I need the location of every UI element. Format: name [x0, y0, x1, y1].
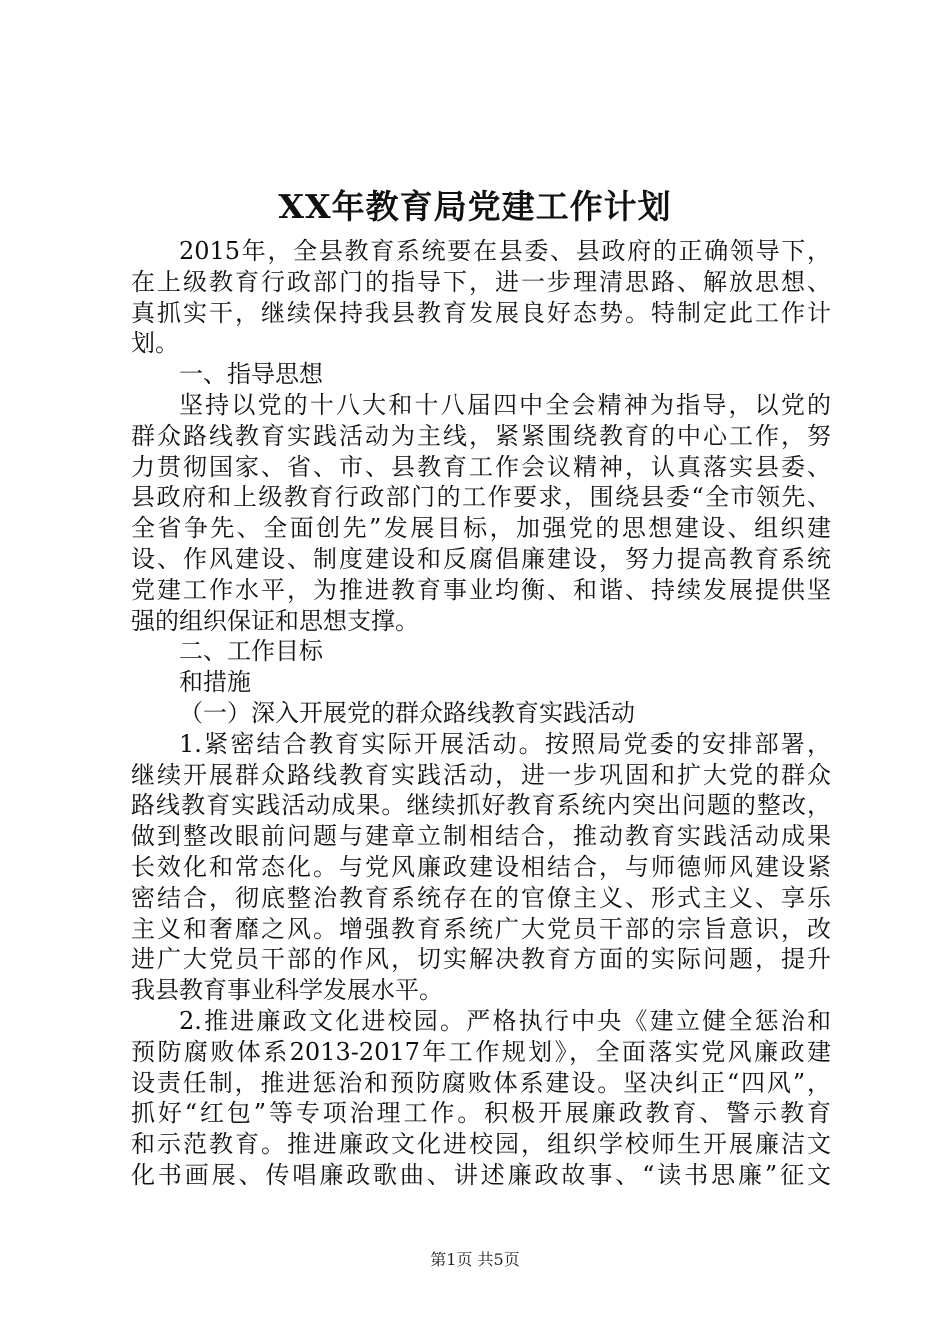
paragraph-line: 县政府和上级教育行政部门的工作要求，围绕县委“全市领先、 — [131, 483, 831, 512]
paragraph-line: 设责任制，推进惩治和预防腐败体系建设。坚决纠正“四风”， — [131, 1068, 831, 1097]
paragraph-line: 群众路线教育实践活动为主线，紧紧围绕教育的中心工作，努 — [131, 421, 831, 450]
paragraph-line: 预防腐败体系2013-2017年工作规划》，全面落实党风廉政建 — [131, 1037, 831, 1066]
paragraph-line: 划。 — [131, 329, 179, 358]
section-heading: 一、指导思想 — [179, 360, 323, 389]
paragraph-line: 在上级教育行政部门的指导下，进一步理清思路、解放思想、 — [131, 267, 831, 296]
paragraph-line: 坚持以党的十八大和十八届四中全会精神为指导，以党的 — [179, 390, 831, 419]
paragraph-line: 主义和奢靡之风。增强教育系统广大党员干部的宗旨意识，改 — [131, 914, 831, 943]
paragraph-line: 真抓实干，继续保持我县教育发展良好态势。特制定此工作计 — [131, 298, 831, 327]
paragraph-line: 抓好“红包”等专项治理工作。积极开展廉政教育、警示教育 — [131, 1099, 831, 1128]
paragraph-line: 进广大党员干部的作风，切实解决教育方面的实际问题，提升 — [131, 945, 831, 974]
paragraph-line: 设、作风建设、制度建设和反腐倡廉建设，努力提高教育系统 — [131, 544, 831, 573]
paragraph-line: 做到整改眼前问题与建章立制相结合，推动教育实践活动成果 — [131, 822, 831, 851]
section-heading: 和措施 — [179, 668, 251, 697]
paragraph-line: 长效化和常态化。与党风廉政建设相结合，与师德师风建设紧 — [131, 852, 831, 881]
paragraph-line: 化书画展、传唱廉政歌曲、讲述廉政故事、“读书思廉”征文 — [131, 1160, 831, 1189]
paragraph-line: 2015年，全县教育系统要在县委、县政府的正确领导下， — [179, 237, 831, 265]
paragraph-line: 和示范教育。推进廉政文化进校园，组织学校师生开展廉洁文 — [131, 1130, 831, 1159]
paragraph-line: 强的组织保证和思想支撑。 — [131, 606, 419, 635]
paragraph-line: 1.紧密结合教育实际开展活动。按照局党委的安排部署， — [179, 729, 831, 758]
paragraph-line: 继续开展群众路线教育实践活动，进一步巩固和扩大党的群众 — [131, 760, 831, 789]
paragraph-line: 路线教育实践活动成果。继续抓好教育系统内突出问题的整改， — [131, 791, 831, 820]
document-title: XX年教育局党建工作计划 — [278, 187, 672, 226]
page-indicator: 第1页 共5页 — [430, 1250, 520, 1269]
paragraph-line: 党建工作水平，为推进教育事业均衡、和谐、持续发展提供坚 — [131, 575, 831, 604]
paragraph-line: 力贯彻国家、省、市、县教育工作会议精神，认真落实县委、 — [131, 452, 831, 481]
section-heading: 二、工作目标 — [179, 637, 323, 666]
paragraph-line: 我县教育事业科学发展水平。 — [131, 976, 443, 1005]
subsection-heading: （一）深入开展党的群众路线教育实践活动 — [179, 698, 635, 727]
paragraph-line: 2.推进廉政文化进校园。严格执行中央《建立健全惩治和 — [179, 1006, 831, 1035]
paragraph-line: 密结合，彻底整治教育系统存在的官僚主义、形式主义、享乐 — [131, 883, 831, 912]
paragraph-line: 全省争先、全面创先”发展目标，加强党的思想建设、组织建 — [131, 514, 831, 543]
document-body — [131, 236, 831, 1191]
